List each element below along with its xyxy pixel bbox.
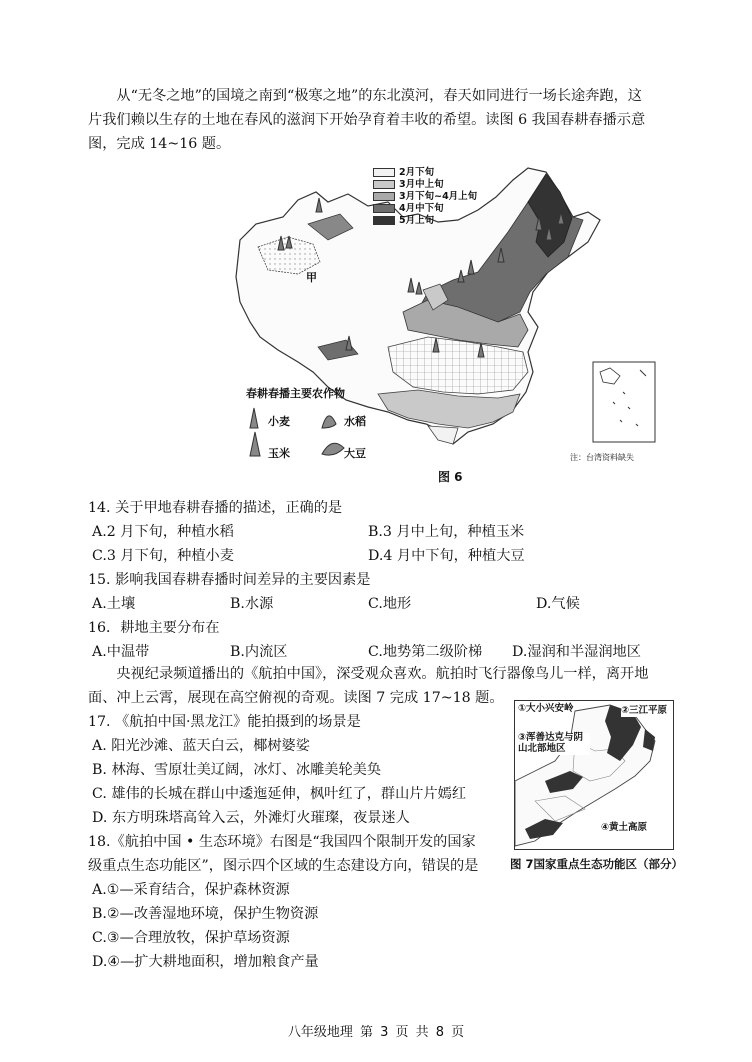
- crop-label-rice: 水稻: [344, 415, 366, 428]
- q16-option-c[interactable]: C.地势第二级阶梯: [368, 644, 483, 660]
- intro-line-3: 图，完成 14~16 题。: [88, 136, 231, 152]
- q16-option-d[interactable]: D.湿润和半湿润地区: [512, 644, 641, 660]
- q18-option-b[interactable]: B.②—改善湿地环境，保护生物资源: [92, 906, 319, 922]
- page-footer: 八年级地理 第 3 页 共 8 页: [287, 1025, 465, 1040]
- figure-7-map: [514, 700, 674, 850]
- q18-stem-line-1: 18.《航拍中国 • 生态环境》右图是“我国四个限制开发的国家: [88, 834, 476, 850]
- legend-label: 5月上旬: [399, 215, 435, 226]
- crop-legend-icons: [242, 404, 392, 459]
- q14-option-a[interactable]: A.2 月下旬，种植水稻: [92, 524, 234, 540]
- corn-icon: [250, 432, 260, 456]
- q15-option-a[interactable]: A.土壤: [92, 596, 136, 612]
- q16-option-a[interactable]: A.中温带: [92, 644, 150, 660]
- q15-stem: 15. 影响我国春耕春播时间差异的主要因素是: [88, 572, 371, 588]
- legend-swatch-may-early: [373, 216, 395, 225]
- fig7-label-2: ②三江平原: [621, 705, 668, 716]
- figure-6-map: [228, 162, 668, 462]
- crops-title: 春耕春播主要农作物: [246, 387, 345, 400]
- q15-option-c[interactable]: C.地形: [368, 596, 412, 612]
- q14-option-b[interactable]: B.3 月中上旬，种植玉米: [368, 524, 525, 540]
- inset-note: 注：台湾资料缺失: [570, 453, 634, 462]
- region-jia-label: 甲: [306, 271, 317, 284]
- legend-swatch-march-late-april-early: [373, 192, 395, 201]
- rice-icon: [322, 416, 336, 428]
- intro-line-1: 从“无冬之地”的国境之南到“极寒之地”的东北漠河，春天如同进行一场长途奔跑，这: [116, 88, 642, 104]
- figure-6-caption: 图 6: [438, 470, 463, 484]
- q18-option-c[interactable]: C.③—合理放牧，保护草场资源: [92, 930, 290, 946]
- band-feb-late: [428, 426, 458, 444]
- q14-stem: 14. 关于甲地春耕春播的描述，正确的是: [88, 500, 343, 516]
- legend-label: 4月中下旬: [399, 203, 444, 214]
- intro2-line-2: 面、冲上云霄，展现在高空俯视的奇观。读图 7 完成 17~18 题。: [88, 690, 504, 706]
- q16-stem: 16．耕地主要分布在: [88, 620, 220, 636]
- q17-stem: 17. 《航拍中国·黑龙江》能拍摄到的场景是: [88, 714, 361, 730]
- q18-option-d[interactable]: D.④—扩大耕地面积，增加粮食产量: [92, 954, 319, 970]
- crop-label-wheat: 小麦: [268, 415, 290, 428]
- crop-label-soybean: 大豆: [344, 447, 366, 460]
- fig7-label-4: ④黄土高原: [601, 822, 648, 833]
- fig7-label-3: ③浑善达克与阴山北部地区: [518, 733, 590, 755]
- crop-label-corn: 玉米: [268, 447, 290, 460]
- intro-line-2: 片我们赖以生存的土地在春风的滋润下开始孕育着丰收的希望。读图 6 我国春耕春播示意: [88, 112, 646, 128]
- fig7-label-1: ①大小兴安岭: [518, 703, 574, 714]
- q15-option-d[interactable]: D.气候: [536, 596, 580, 612]
- zone-2-sanjiang-plain: [643, 729, 655, 751]
- q14-option-c[interactable]: C.3 月下旬，种植小麦: [92, 548, 234, 564]
- wheat-icon: [250, 408, 258, 428]
- figure-7-caption: 图 7国家重点生态功能区（部分）: [510, 857, 684, 871]
- q14-option-d[interactable]: D.4 月中下旬，种植大豆: [368, 548, 525, 564]
- legend-label: 2月下旬: [399, 167, 435, 178]
- q17-option-c[interactable]: C. 雄伟的长城在群山中逶迤延伸，枫叶红了，群山片片嫣红: [92, 786, 467, 802]
- eco-zone-map-illustration: [515, 701, 674, 850]
- q17-option-b[interactable]: B. 林海、雪原壮美辽阔，冰灯、冰雕美轮美奂: [92, 762, 382, 778]
- legend-swatch-march-mid-early: [373, 180, 395, 189]
- legend-label: 3月下旬~4月上旬: [399, 191, 478, 202]
- legend-label: 3月中上旬: [399, 179, 444, 190]
- q17-option-a[interactable]: A. 阳光沙滩、蓝天白云，椰树婆娑: [92, 738, 310, 754]
- legend-swatch-april-mid-late: [373, 204, 395, 213]
- soybean-icon: [322, 443, 344, 455]
- q16-option-b[interactable]: B.内流区: [230, 644, 288, 660]
- q15-option-b[interactable]: B.水源: [230, 596, 274, 612]
- legend-swatch-feb-late: [373, 168, 395, 177]
- q18-stem-line-2: 级重点生态功能区”，图示四个区域的生态建设方向，错误的是: [88, 858, 479, 874]
- q17-option-d[interactable]: D. 东方明珠塔高耸入云，外滩灯火璀璨，夜景迷人: [92, 810, 410, 826]
- q18-option-a[interactable]: A.①—采育结合，保护森林资源: [92, 882, 290, 898]
- intro2-line-1: 央视纪录频道播出的《航拍中国》，深受观众喜欢。航拍时飞行器像鸟儿一样，离开地: [116, 666, 649, 682]
